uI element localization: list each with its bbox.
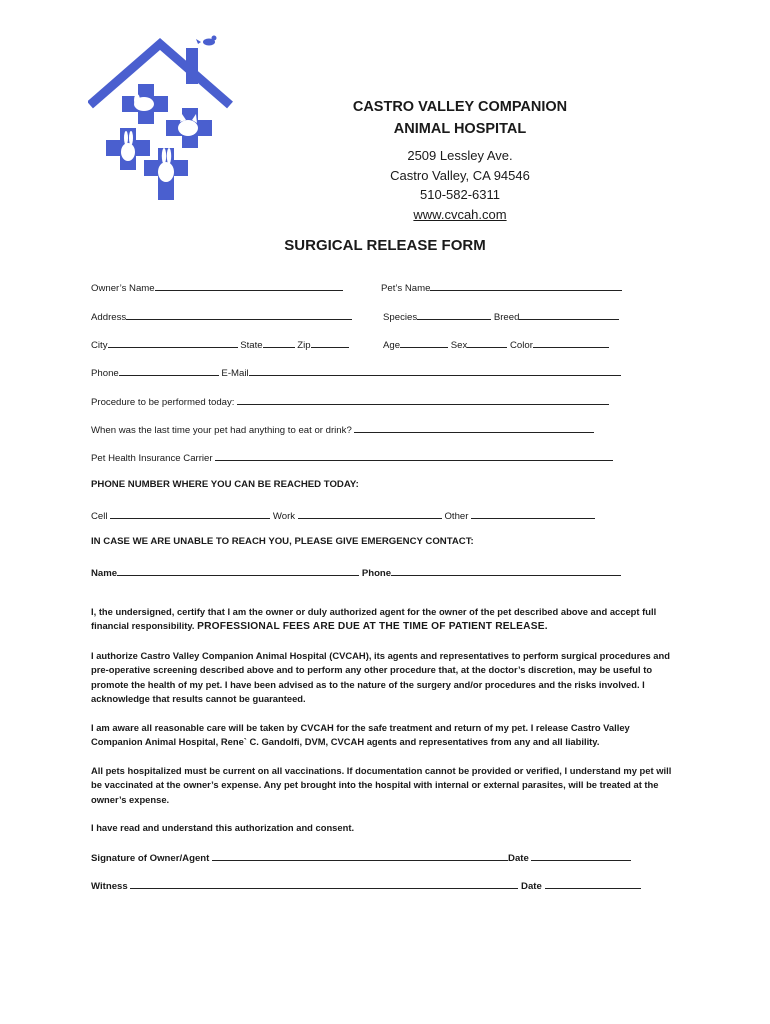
form-title: SURGICAL RELEASE FORM (284, 237, 486, 254)
last-eat-field[interactable]: When was the last time your pet had anything to eat or drink? (91, 422, 594, 436)
house-logo-icon (90, 44, 230, 105)
phone-email-fields[interactable]: Phone E-Mail (91, 365, 621, 379)
hospital-header (300, 96, 620, 224)
consent-paragraph: I have read and understand this authorization and consent. (91, 822, 355, 833)
street-address: 2509 Lessley Ave. (407, 148, 513, 163)
contact-phone-fields[interactable]: Cell Work Other (91, 508, 595, 522)
city-state-zip: Castro Valley, CA 94546 (390, 167, 530, 183)
insurance-field[interactable]: Pet Health Insurance Carrier (91, 450, 613, 464)
fees-due-notice: PROFESSIONAL FEES ARE DUE AT THE TIME OF PATIENT RELEASE. (197, 621, 548, 633)
address-field[interactable]: Address (91, 309, 352, 323)
owner-name-field[interactable]: Owner’s Name (91, 280, 343, 294)
phone-today-heading: PHONE NUMBER WHERE YOU CAN BE REACHED TODAY: (91, 479, 359, 490)
emergency-contact-fields[interactable]: Name Phone (91, 565, 621, 579)
website-link[interactable]: www.cvcah.com (413, 206, 507, 222)
hospital-phone: 510-582-6311 (420, 187, 500, 202)
certification-paragraph: I, the undersigned, certify that I am the owner or duly authorized agent for the owner of the pet described above and accept full financial responsibility. PROFESSIONAL FEES ARE DUE AT THE TIME OF PATIENT RELEASE. (91, 606, 657, 633)
hospital-name-line1: CASTRO VALLEY COMPANION (352, 99, 568, 115)
signature-fields[interactable]: Signature of Owner/Agent Date (91, 850, 631, 864)
city-state-zip-fields[interactable]: City State Zip (91, 337, 349, 351)
authorization-paragraph: I authorize Castro Valley Companion Animal Hospital (CVCAH), its agents and representatives to perform surgical procedures and pre-operative screening described above and to perform any other procedure that, at the doctor’s discretion, may be useful to promote the health of my pet. I have been advised as to the nature of the surgery and/or procedures and the risks involved. I acknowledge that results cannot be guaranteed. (91, 650, 670, 705)
vaccination-paragraph: All pets hospitalized must be current on all vaccinations. If documentation cannot be provided or verified, I understand my pet will be vaccinated at the owner’s expense. Any pet brought into the hospital with internal or external parasites, will be treated at the owner’s expense. (91, 765, 672, 805)
hospital-name-line2: ANIMAL HOSPITAL (393, 121, 527, 137)
witness-fields[interactable]: Witness Date (91, 878, 641, 892)
hospital-logo (88, 30, 238, 205)
bird-icon (196, 36, 217, 46)
age-sex-color-fields[interactable]: Age Sex Color (383, 337, 609, 351)
procedure-field[interactable]: Procedure to be performed today: (91, 394, 609, 408)
liability-paragraph: I am aware all reasonable care will be taken by CVCAH for the safe treatment and return of my pet. I release Castro Valley Companion Animal Hospital, Rene` C. Gandolfi, DVM, CVCAH agents and representatives from any and all liability. (91, 722, 630, 748)
emergency-heading: IN CASE WE ARE UNABLE TO REACH YOU, PLEASE GIVE EMERGENCY CONTACT: (91, 536, 474, 547)
species-breed-fields[interactable]: Species Breed (383, 309, 619, 323)
pet-name-field[interactable]: Pet’s Name (381, 280, 622, 294)
